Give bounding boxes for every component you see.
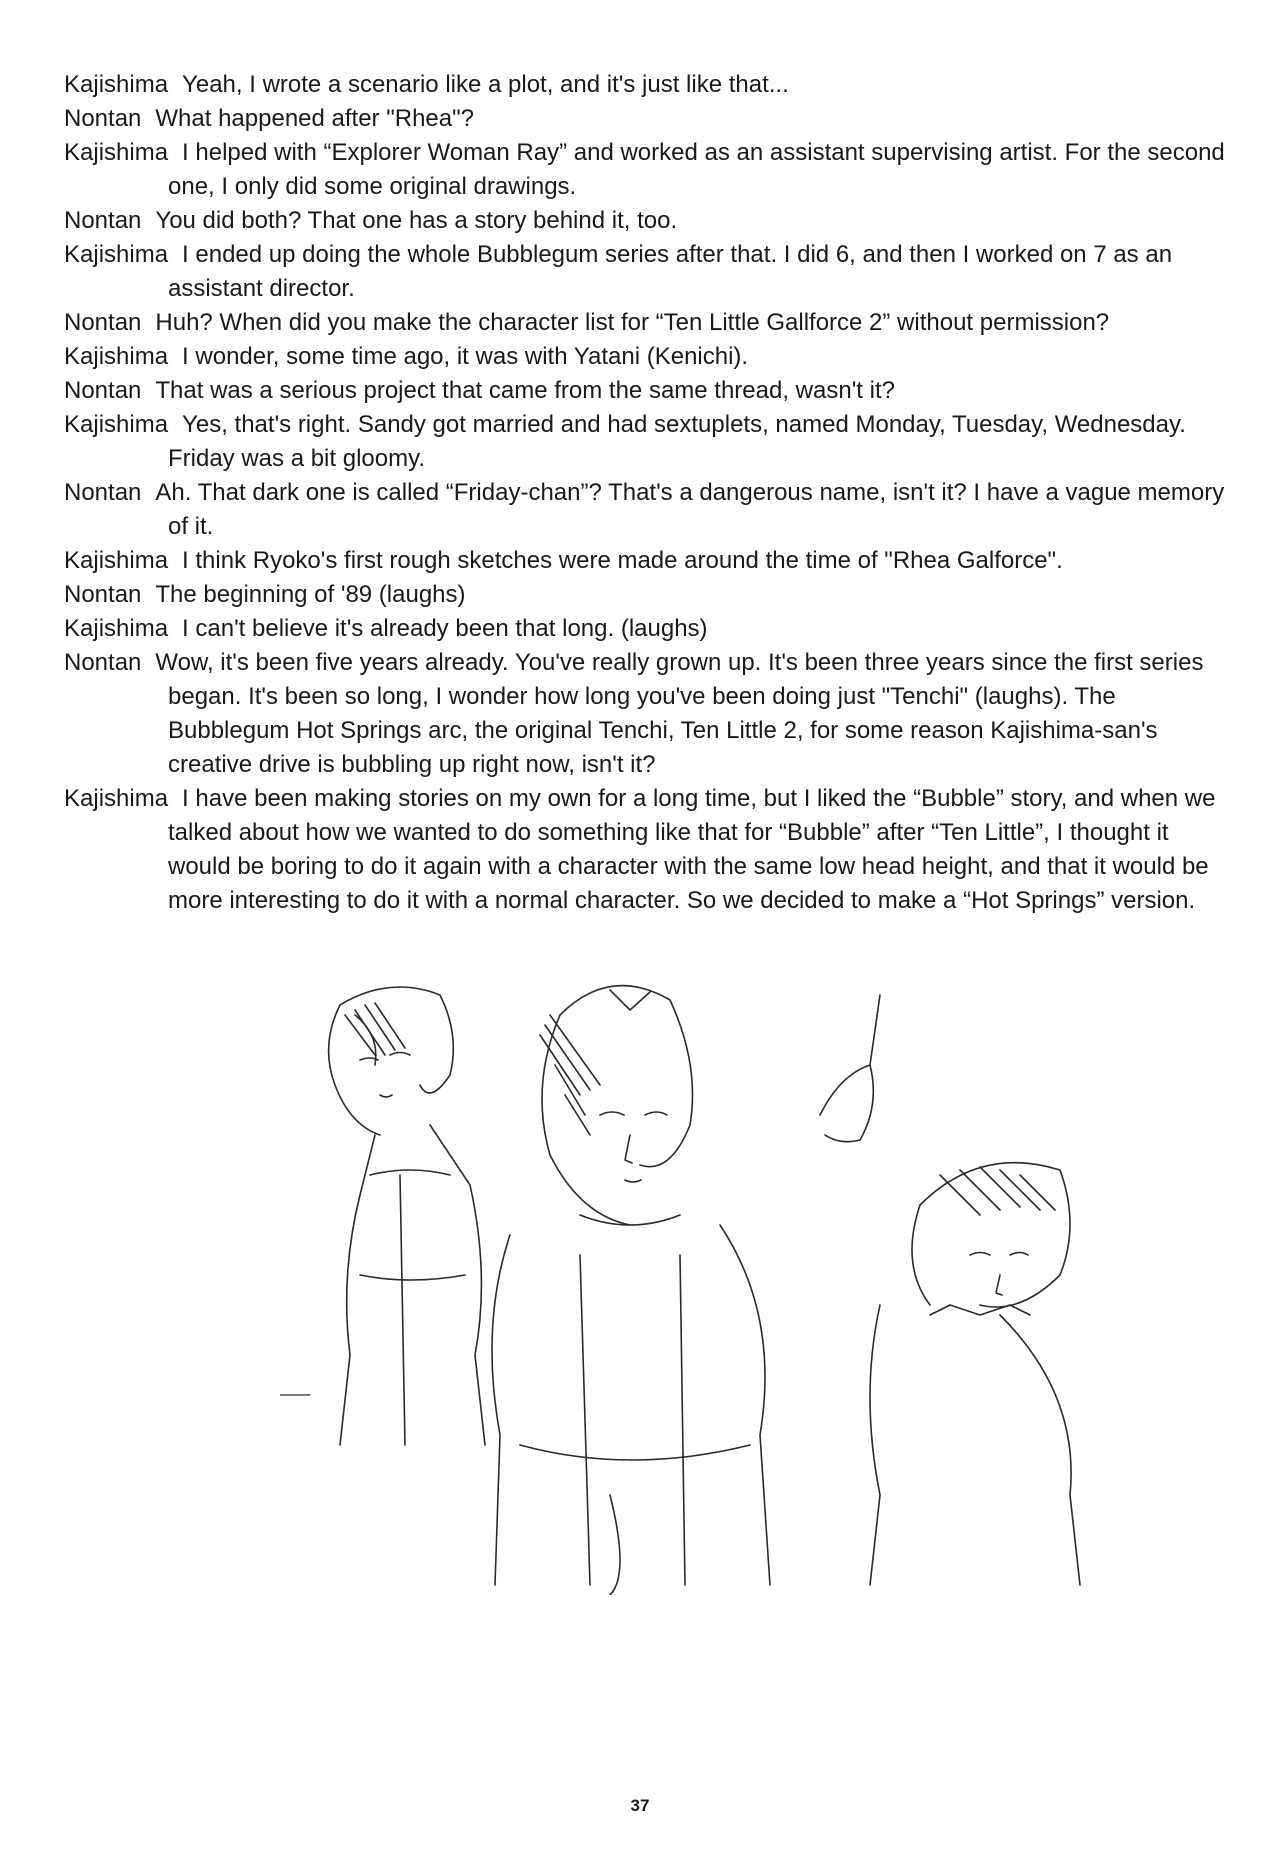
dialogue-line — [64, 544, 1234, 578]
dialogue-line — [64, 306, 1234, 340]
dialogue-text: You did both? That one has a story behind it, too. — [155, 207, 678, 234]
dialogue-line — [64, 374, 1234, 408]
speaker-name: Kajishima — [64, 547, 169, 574]
dialogue-text: I ended up doing the whole Bubblegum series after that. I did 6, and then I worked on 7 as an assistant director. — [168, 241, 1173, 302]
speaker-name: Kajishima — [64, 785, 169, 812]
dialogue-line — [64, 136, 1234, 204]
speaker-name: Kajishima — [64, 139, 169, 166]
character-sketch-illustration — [280, 975, 1280, 1595]
speaker-name: Kajishima — [64, 411, 169, 438]
speaker-name: Nontan — [64, 377, 142, 404]
speaker-name: Kajishima — [64, 343, 169, 370]
sketch-figure-left — [329, 987, 485, 1445]
dialogue-text: I think Ryoko's first rough sketches were made around the time of "Rhea Galforce". — [182, 547, 1063, 574]
speaker-name: Kajishima — [64, 71, 169, 98]
dialogue-line — [64, 238, 1234, 306]
dialogue-line — [64, 340, 1234, 374]
interview-dialogue — [64, 68, 1234, 918]
speaker-name: Nontan — [64, 649, 142, 676]
dialogue-line — [64, 204, 1234, 238]
dialogue-line — [64, 476, 1234, 544]
speaker-name: Nontan — [64, 309, 142, 336]
dialogue-line — [64, 102, 1234, 136]
speaker-name: Nontan — [64, 479, 142, 506]
speaker-name: Kajishima — [64, 241, 169, 268]
dialogue-text: What happened after "Rhea"? — [155, 105, 474, 132]
dialogue-line — [64, 612, 1234, 646]
dialogue-line — [64, 646, 1234, 782]
dialogue-text: I helped with “Explorer Woman Ray” and worked as an assistant supervising artist. For the second one, I only did some original drawings. — [168, 139, 1225, 200]
dialogue-text: Yes, that's right. Sandy got married and had sextuplets, named Monday, Tuesday, Wednesday. Friday was a bit gloomy. — [168, 411, 1186, 472]
sketch-figure-center — [492, 986, 770, 1595]
dialogue-text: I have been making stories on my own for a long time, but I liked the “Bubble” story, and when we talked about how we wanted to do something like that for “Bubble” after “Ten Little”, I thought it would be boring to do it again with a character with the same low head height, and that it would be more interesting to do it with a normal character. So we decided to make a “Hot Springs” version. — [168, 785, 1216, 914]
page-number: 37 — [630, 1796, 650, 1815]
speaker-name: Nontan — [64, 207, 142, 234]
dialogue-text: I wonder, some time ago, it was with Yatani (Kenichi). — [182, 343, 749, 370]
dialogue-text: Huh? When did you make the character list for “Ten Little Gallforce 2” without permission? — [155, 309, 1110, 336]
dialogue-text: Ah. That dark one is called “Friday-chan”? That's a dangerous name, isn't it? I have a vague memory of it. — [155, 479, 1225, 540]
dialogue-line — [64, 782, 1234, 918]
speaker-name: Nontan — [64, 581, 142, 608]
dialogue-line — [64, 578, 1234, 612]
dialogue-text: I can't believe it's already been that long. (laughs) — [182, 615, 708, 642]
sketch-figure-right — [820, 995, 1080, 1585]
dialogue-text: Yeah, I wrote a scenario like a plot, and it's just like that... — [182, 71, 789, 98]
dialogue-text: The beginning of '89 (laughs) — [155, 581, 466, 608]
dialogue-text: Wow, it's been five years already. You've really grown up. It's been three years since the first series began. It's been so long, I wonder how long you've been doing just "Tenchi" (laughs). The Bubblegum Hot Springs arc, the original Tenchi, Ten Little 2, for some reason Kajishima-san's creative drive is bubbling up right now, isn't it? — [155, 649, 1204, 778]
dialogue-text: That was a serious project that came from the same thread, wasn't it? — [155, 377, 895, 404]
speaker-name: Kajishima — [64, 615, 169, 642]
speaker-name: Nontan — [64, 105, 142, 132]
dialogue-line — [64, 68, 1234, 102]
dialogue-line — [64, 408, 1234, 476]
